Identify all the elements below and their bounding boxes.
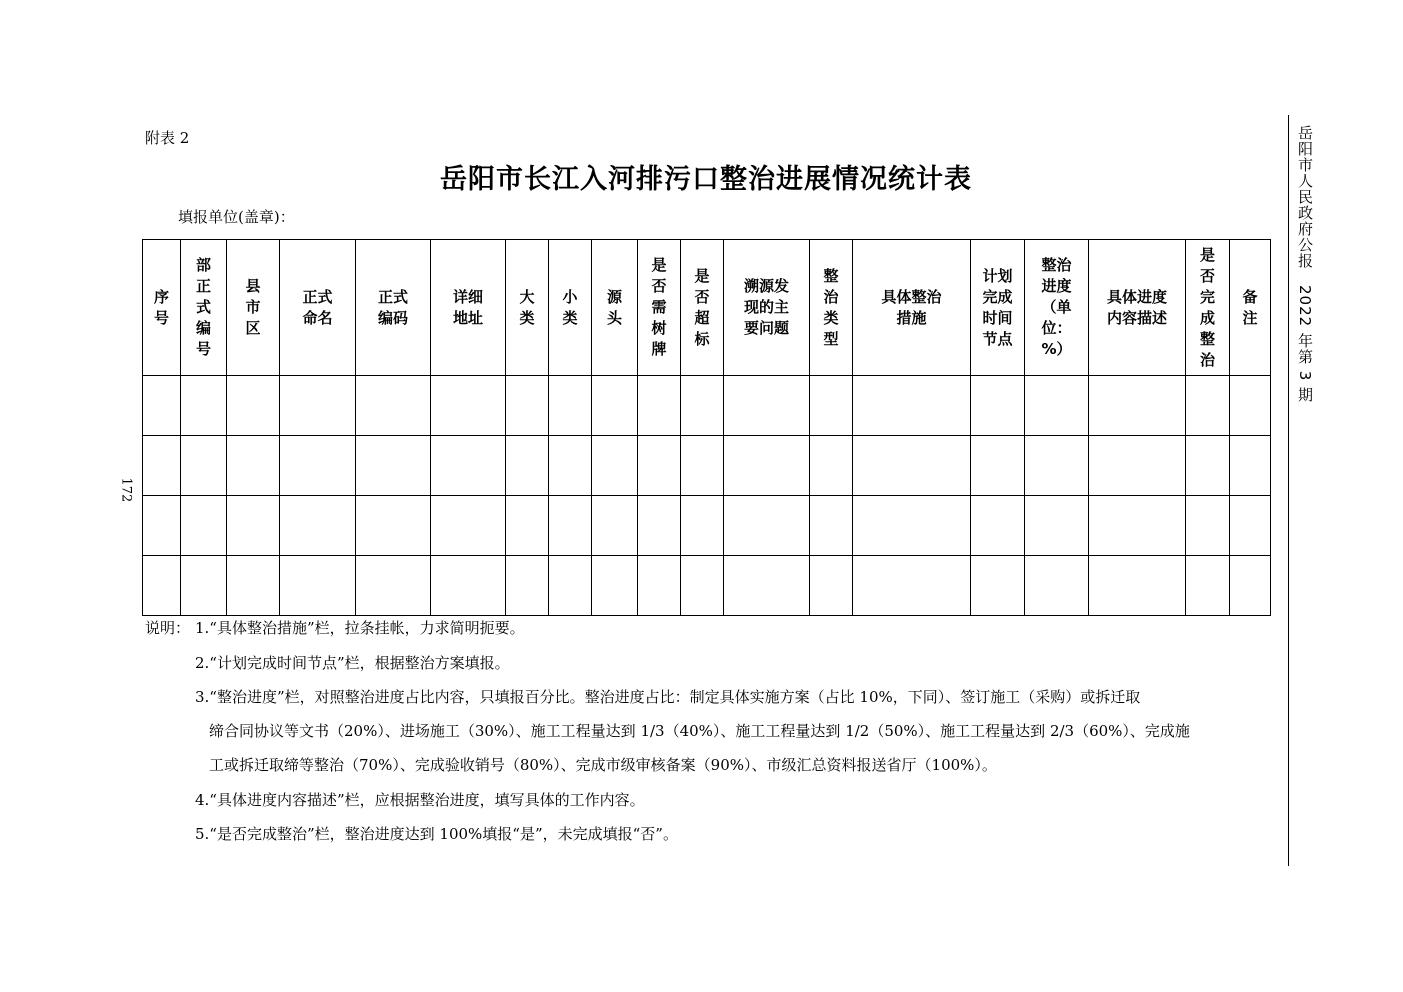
table-cell[interactable] — [638, 496, 681, 556]
table-cell[interactable] — [549, 376, 592, 436]
table-cell[interactable] — [143, 556, 181, 616]
table-cell[interactable] — [853, 556, 971, 616]
table-cell[interactable] — [1230, 556, 1271, 616]
table-cell[interactable] — [227, 556, 280, 616]
table-cell[interactable] — [592, 436, 638, 496]
table-cell[interactable] — [724, 556, 810, 616]
table-cell[interactable] — [853, 376, 971, 436]
table-cell[interactable] — [681, 376, 724, 436]
table-cell[interactable] — [724, 376, 810, 436]
table-cell[interactable] — [1025, 496, 1089, 556]
attachment-label: 附表 2 — [145, 129, 190, 147]
table-cell[interactable] — [638, 556, 681, 616]
table-cell[interactable] — [549, 436, 592, 496]
col-header-progress-percent: 整治进度（单位：%） — [1025, 240, 1089, 376]
table-cell[interactable] — [506, 496, 549, 556]
table-cell[interactable] — [1089, 376, 1186, 436]
note-item: 2.“计划完成时间节点”栏，根据整治方案填报。 — [195, 654, 510, 672]
table-cell[interactable] — [143, 496, 181, 556]
table-cell[interactable] — [1025, 376, 1089, 436]
table-cell[interactable] — [143, 376, 181, 436]
table-cell[interactable] — [181, 376, 227, 436]
table-cell[interactable] — [549, 556, 592, 616]
table-cell[interactable] — [356, 376, 431, 436]
table-cell[interactable] — [853, 496, 971, 556]
table-cell[interactable] — [280, 436, 356, 496]
table-cell[interactable] — [431, 376, 506, 436]
page-number: 172 — [118, 477, 134, 503]
table-cell[interactable] — [1230, 436, 1271, 496]
table-cell[interactable] — [592, 556, 638, 616]
col-header-remediation-type: 整治类型 — [810, 240, 853, 376]
col-header-completed: 是否完成整治 — [1186, 240, 1230, 376]
table-cell[interactable] — [971, 376, 1025, 436]
table-cell[interactable] — [1089, 556, 1186, 616]
table-cell[interactable] — [227, 376, 280, 436]
table-cell[interactable] — [280, 376, 356, 436]
col-header-county: 县市区 — [227, 240, 280, 376]
col-header-official-name: 正式命名 — [280, 240, 356, 376]
note-item: 4.“具体进度内容描述”栏，应根据整治进度，填写具体的工作内容。 — [195, 791, 645, 809]
table-cell[interactable] — [356, 436, 431, 496]
table-cell[interactable] — [431, 556, 506, 616]
col-header-minor-category: 小类 — [549, 240, 592, 376]
notes-prefix: 说明： — [145, 619, 191, 637]
col-header-exceeds-standard: 是否超标 — [681, 240, 724, 376]
note-item: 5.“是否完成整治”栏，整治进度达到 100%填报“是”，未完成填报“否”。 — [195, 825, 678, 843]
table-cell[interactable] — [681, 556, 724, 616]
col-header-source: 源头 — [592, 240, 638, 376]
col-header-remarks: 备注 — [1230, 240, 1271, 376]
table-cell[interactable] — [506, 556, 549, 616]
table-cell[interactable] — [1089, 496, 1186, 556]
col-header-measures: 具体整治措施 — [853, 240, 971, 376]
table-row — [143, 556, 1271, 616]
table-cell[interactable] — [1025, 436, 1089, 496]
col-header-progress-description: 具体进度内容描述 — [1089, 240, 1186, 376]
table-header-row — [143, 240, 1271, 376]
table-row — [143, 436, 1271, 496]
table-body — [143, 376, 1271, 616]
table-cell[interactable] — [971, 436, 1025, 496]
table-cell[interactable] — [549, 496, 592, 556]
table-cell[interactable] — [181, 556, 227, 616]
table-cell[interactable] — [431, 436, 506, 496]
table-cell[interactable] — [356, 556, 431, 616]
col-header-major-category: 大类 — [506, 240, 549, 376]
table-cell[interactable] — [1186, 496, 1230, 556]
table-row — [143, 496, 1271, 556]
table-cell[interactable] — [681, 436, 724, 496]
table-row — [143, 376, 1271, 436]
fill-unit-label: 填报单位(盖章)： — [178, 208, 295, 226]
col-header-needs-sign: 是否需树牌 — [638, 240, 681, 376]
note-item-continuation: 工或拆迁取缔等整治（70%）、完成验收销号（80%）、完成市级审核备案（90%）、市级汇总资料报送省厅（100%）。 — [209, 756, 997, 774]
table-cell[interactable] — [810, 376, 853, 436]
table-cell[interactable] — [971, 496, 1025, 556]
table-cell[interactable] — [431, 496, 506, 556]
table-cell[interactable] — [506, 376, 549, 436]
document-title: 岳阳市长江入河排污口整治进展情况统计表 — [440, 164, 972, 195]
table-cell[interactable] — [638, 376, 681, 436]
table-cell[interactable] — [280, 556, 356, 616]
table-cell[interactable] — [810, 556, 853, 616]
table-cell[interactable] — [1025, 556, 1089, 616]
statistics-table — [142, 239, 1271, 616]
note-item: 1.“具体整治措施”栏，拉条挂帐，力求简明扼要。 — [195, 619, 525, 637]
table-cell[interactable] — [638, 436, 681, 496]
table-cell[interactable] — [1186, 376, 1230, 436]
table-cell[interactable] — [181, 496, 227, 556]
table-cell[interactable] — [506, 436, 549, 496]
col-header-traced-problems: 溯源发现的主要问题 — [724, 240, 810, 376]
table-cell[interactable] — [592, 496, 638, 556]
note-item-continuation: 缔合同协议等文书（20%）、进场施工（30%）、施工工程量达到 1/3（40%）、施工工程量达到 1/2（50%）、施工工程量达到 2/3（60%）、完成施 — [209, 722, 1190, 740]
col-header-planned-date: 计划完成时间节点 — [971, 240, 1025, 376]
col-header-official-code: 正式编码 — [356, 240, 431, 376]
side-divider — [1288, 115, 1289, 866]
table-cell[interactable] — [810, 496, 853, 556]
table-cell[interactable] — [592, 376, 638, 436]
note-item: 3.“整治进度”栏，对照整治进度占比内容，只填报百分比。整治进度占比：制定具体实施方案（占比 10%，下同）、签订施工（采购）或拆迁取 — [195, 688, 1141, 706]
table-cell[interactable] — [810, 436, 853, 496]
table-cell[interactable] — [143, 436, 181, 496]
col-header-address: 详细地址 — [431, 240, 506, 376]
col-header-index: 序号 — [143, 240, 181, 376]
table-cell[interactable] — [280, 496, 356, 556]
table-cell[interactable] — [1230, 376, 1271, 436]
table-cell[interactable] — [971, 556, 1025, 616]
table-cell[interactable] — [681, 496, 724, 556]
table-cell[interactable] — [227, 436, 280, 496]
col-header-dept-code: 部正式编号 — [181, 240, 227, 376]
table-cell[interactable] — [853, 436, 971, 496]
table-cell[interactable] — [1186, 556, 1230, 616]
table-cell[interactable] — [356, 496, 431, 556]
table-cell[interactable] — [181, 436, 227, 496]
table-cell[interactable] — [724, 496, 810, 556]
table-cell[interactable] — [1230, 496, 1271, 556]
table-cell[interactable] — [1186, 436, 1230, 496]
table-cell[interactable] — [724, 436, 810, 496]
side-header: 岳阳市人民政府公报 2022 年第 3 期 — [1296, 125, 1314, 404]
table-cell[interactable] — [227, 496, 280, 556]
table-cell[interactable] — [1089, 436, 1186, 496]
